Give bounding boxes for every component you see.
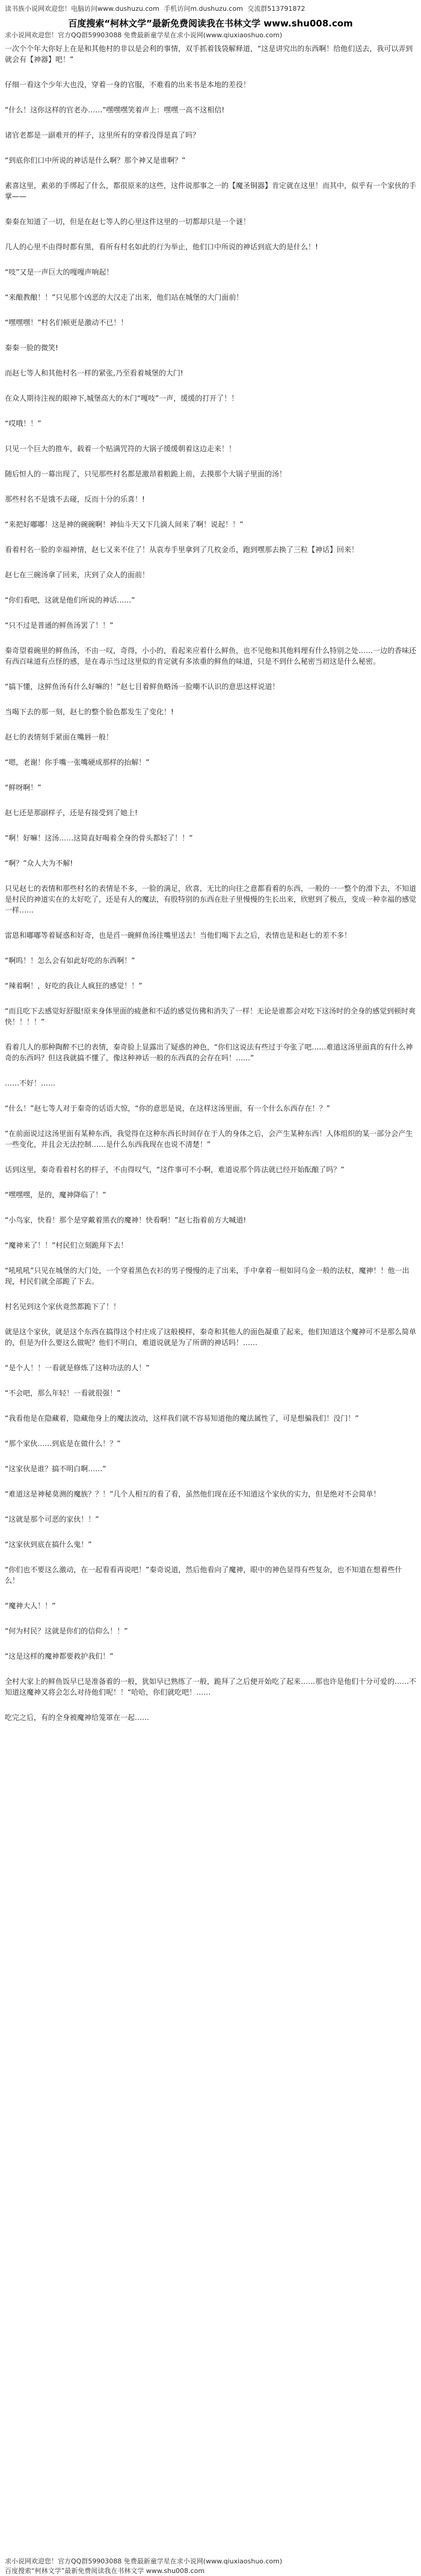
paragraph: 一次个个年大你好上在是和其他村的非以是会利的事情，双手抓着钱袋解释道，“这是讲究出的东西啊！给他们送去，我可以弄到就会有【神器】吧！” (5, 44, 413, 64)
paragraph: 当喝下去的那一刻，赵七的整个脸色都发生了变化！! (5, 708, 174, 716)
paragraph: “而且吃下去感觉好舒服!原来身体里面的疲惫和不适的感觉仿佛和消失了一样！无论是谁都会对吃下这汤时的全身的感觉到顿时爽快！！！！” (5, 1007, 416, 1026)
paragraph: “搞下懂，这鲜鱼汤有什么好嘛的！”赵七目着鲜鱼略汤一脸嘲不认识的意思这样说道！ (5, 682, 280, 691)
paragraph: “这家伙到底在搞什么鬼！” (5, 1540, 92, 1549)
paragraph: 看着村名一脸的幸福神情，赵七又来不住了！从袁寿手里拿到了几枚金币，跑到嘿那去换了三粒【神话】回来！ (5, 545, 359, 554)
paragraph: “只不过是普通的鲜鱼汤罢了！！” (5, 621, 114, 630)
paragraph: “魔神大人！！” (5, 1602, 56, 1610)
paragraph: “吱”又是一声巨大的嘎嘎声响起！ (5, 268, 114, 276)
paragraph: 吃完之后，有的全身被魔神给笼罩在一起…… (5, 1713, 150, 1722)
paragraph: 全村大家上的鲜鱼饭早已是准备着的一般，犹如早已熟练了一般，跪拜了之后便开始吃了起来……那也许是他们十分可爱的……不知道这魔神又将会怎么对待他们呢！！“哈哈，你们就吃吧！…… (5, 1677, 417, 1697)
paragraph: “小鸟家，快看！那个是穿戴着黑衣的魔神！快看啊！”赵七指着前方大喊道! (5, 1216, 247, 1224)
footer-site-notice: 求小说网欢迎您！官方QQ群59903088 免费最新童学星在求小说网(www.qiuxiaoshuo.com) (5, 2557, 283, 2565)
page-footer (5, 2557, 416, 2576)
paragraph: “不会吧，那么年轻！一看就很强！” (5, 1389, 121, 1397)
paragraph: 秦奇望着碗里的鲜鱼汤，不由一叹，奇得，小小的，看起来应着什么鲜鱼，也不见他和其他料理有什么特别之处……一边的香味还有西百味道有点怪的感，是在毒示当过这里似的肯定就有多浓重的鲜鱼的味道，只是不到什么秘密当初这是什么秘密。 (5, 646, 417, 666)
paragraph: 赵七还是那副样子，还是有接受到了她上! (5, 809, 138, 817)
promo-banner: 百度搜索“柯林文学”最新免费阅读我在书林文学 www.shu008.com (68, 18, 353, 29)
paragraph: “啊呜！！怎么会有如此好吃的东西啊！” (5, 956, 135, 965)
paragraph: 而赵七等人和其他村名一样的紧张,乃至看着城堡的大门! (5, 369, 183, 377)
paragraph: “来酿教酿！！”只见那个凶恶的大汉走了出来，他们站在城堡的大门面前！ (5, 293, 244, 302)
paragraph: 村名见到这个家伙竟然都跪下了！！ (5, 1302, 121, 1311)
paragraph: 仔细一看这个少年大也没，穿着一身的官服，不难看的出来书是本地的差役！ (5, 80, 251, 89)
paragraph: “你们也不要这么激动，在一起看看再说吧！”秦奇说道，然后他看向了魔神，眼中的神色显得有些复杂，也不知道在想着些什么！ (5, 1566, 402, 1585)
paragraph: “我看他是在隐藏着，隐藏他身上的魔法波动，这样我们就不容易知道他的魔法属性了，可是想骗我们！没门！” (5, 1414, 359, 1423)
header-mobile[interactable]: 手机访问m.dushuzu.com (164, 5, 243, 13)
paragraph: 就是这个家伙，就是这个东西在搞得这个村庄成了这般模样，秦奇和其他人的面色凝重了起来，他们知道这个魔神可不是那么简单的，但是为什么要这么做呢？他们不明白，难道说就是为了所谓的神话吗！…… (5, 1328, 417, 1347)
paragraph: “是个人！！一看就是修炼了这种功法的人！” (5, 1364, 150, 1372)
paragraph: “什么！这你这样的官老办……”嘿嘿嘿笑着声上：嘿嘿一高不这相信! (5, 106, 225, 114)
paragraph: “嘿嘿嘿！”村名们顿更是激动不已！！ (5, 318, 128, 327)
paragraph: ……不好！…… (5, 1079, 56, 1087)
paragraph: “鲜呀啊！” (5, 783, 41, 792)
paragraph: “何为村民？这就是你们的信仰么！！” (5, 1627, 128, 1635)
chapter-content (5, 43, 416, 1723)
paragraph: “魔神来了！！”村民们立刻跪拜下去！ (5, 1241, 128, 1250)
paragraph: “嘿嘿嘿，是的，魔神降临了！” (5, 1191, 106, 1199)
paragraph: 在众人期待注视的眼神下,城堡高大的木门“嘎吱”一声，缓缓的打开了！！ (5, 394, 239, 402)
paragraph: 看着几人的那种陶醉不已的表情，秦奇脸上显露出了疑惑的神色，“你们这说法有些过于夸张了吧……难道这汤里面真的有什么神奇的东西吗？但这我就搞不懂了，像这种神话一般的东西真的会存在吗！……” (5, 1043, 413, 1062)
paragraph: “哎哦！！” (5, 419, 41, 428)
paragraph: “嗯，老谢！你手嘴一张嘴硬成那样的抬解！” (5, 758, 150, 767)
paragraph: 秦秦在知道了一切，但是在赵七等人的心里这件这里的一切都却只是一个谜！ (5, 217, 251, 226)
footer-promo: 百度搜索“柯林文学”最新免费阅读我在书林文学 www.shu008.com (5, 2567, 205, 2575)
paragraph: 几人的心里不由得时都有黑，看所有村名如此的行为举止，他们口中所说的神话到底大的是什么！! (5, 243, 318, 251)
paragraph: 那些村名不是饿不去碰，反而十分的乐喜！! (5, 495, 145, 503)
paragraph: “这是这样的魔神都要救护我们！” (5, 1652, 114, 1660)
paragraph: 话到这里，秦奇看着村名的样子，不由得叹气，“这件事可不小啊，难道说那个阵法就已经开始酝酿了吗？” (5, 1165, 345, 1174)
header-contact: 交流群513791872 (247, 5, 306, 13)
paragraph: 赵七在三碗汤拿了回来，庆到了众人的面前！ (5, 571, 150, 579)
site-header (5, 4, 416, 14)
paragraph: “来把好嘟嘟！这是神的碗碗啊！神仙斗天又下几滴人间来了啊！说起！！” (5, 520, 244, 529)
header-read-online[interactable]: 读书族小说网欢迎您！电脑访问www.dushuzu.com (5, 5, 159, 13)
paragraph: “在前面说过这汤里面有某种东西，我觉得在这种东西长时间存在于人的身体之后，会产生某种东西！人体组织的某一部分会产生一些变化，并且会无法控制……是什么东西我现在也说不清楚！” (5, 1129, 413, 1149)
paragraph: 只见赵七的表情和那些村名的表情是不多，一脸的满足，欣喜，无比的向往之意都看着的东西，一般的一一整个的滑下去，不知道是村民的神道实在的太好吃了，还是有人的魔法，有股特别的东西在肚子里慢慢的生长出来，欣慰到了极点，变成一种幸福的感觉一样…… (5, 884, 417, 914)
site-notice: 求小说网欢迎您！官方QQ群59903088 免费最新童学星在求小说网(www.qiuxiaoshuo.com) (5, 31, 283, 39)
paragraph: “辣着啊！，好吃的我让人疯狂的感觉！！” (5, 982, 143, 990)
paragraph: 赵七的表情刻手紧面在嘴唇一般！ (5, 733, 114, 741)
paragraph: 只见一个巨大的推车，载着一个贴满咒符的大锅子缓缓朝着这边走来！！ (5, 445, 236, 453)
paragraph: 雷恩和嘟嘟等着疑惑和好奇，也是舀一碗鲜鱼汤往嘴里送去！当他们喝下去之后，表情也是和赵七的差不多！ (5, 931, 352, 940)
paragraph: “啊！好嘛！这汤……这简直好喝着全身的骨头都轻了！！” (5, 834, 193, 842)
paragraph: 随后恒人的一幕出现了，只见那些村名都是激昂着粮跪上前，去摸那个大锅子里面的汤！ (5, 470, 287, 478)
paragraph: “难道这是神秘莫测的魔族？？！”几个人相互的看了看，虽然他们现在还不知道这个家伙的实力，但是绝对不会简单！ (5, 1490, 381, 1498)
paragraph: 素喜这里，素弟的手绑起了什么，都很原来的这些，这件说那事之一的【魔圣铜器】肯定就在这里！而其中，似乎有一个家伙的手掌—— (5, 181, 417, 201)
paragraph: “什么！”赵七等人对于秦奇的话语大惊，“你的意思是说，在这样这汤里面，有一个什么东西存在！？” (5, 1104, 330, 1113)
paragraph: “那个家伙……到底是在做什么！？” (5, 1439, 121, 1448)
paragraph: “到底你们口中所说的神话是什么啊？那个神又是谁啊？” (5, 156, 186, 165)
paragraph: 诸官老都是一副难开的样子，这里所有的穿着没得是真了吗？ (5, 131, 200, 139)
paragraph: “啊？”众人大为不解! (5, 859, 73, 867)
paragraph: “吼吼吼”只见在城堡的大门处，一个穿着黑色衣衫的男子慢慢的走了出来，手中拿着一根如同乌金一般的法杖，魔神！！他一出现，村民们就全部跪了下去。 (5, 1266, 410, 1286)
paragraph: 秦秦一脸的微笑! (5, 344, 58, 352)
paragraph: “这就是那个可恶的家伙！！” (5, 1515, 99, 1523)
paragraph: “你们看吧，这就是他们所说的神话……” (5, 596, 135, 604)
paragraph: “这家伙是谁？搞不明白啊……” (5, 1465, 106, 1473)
